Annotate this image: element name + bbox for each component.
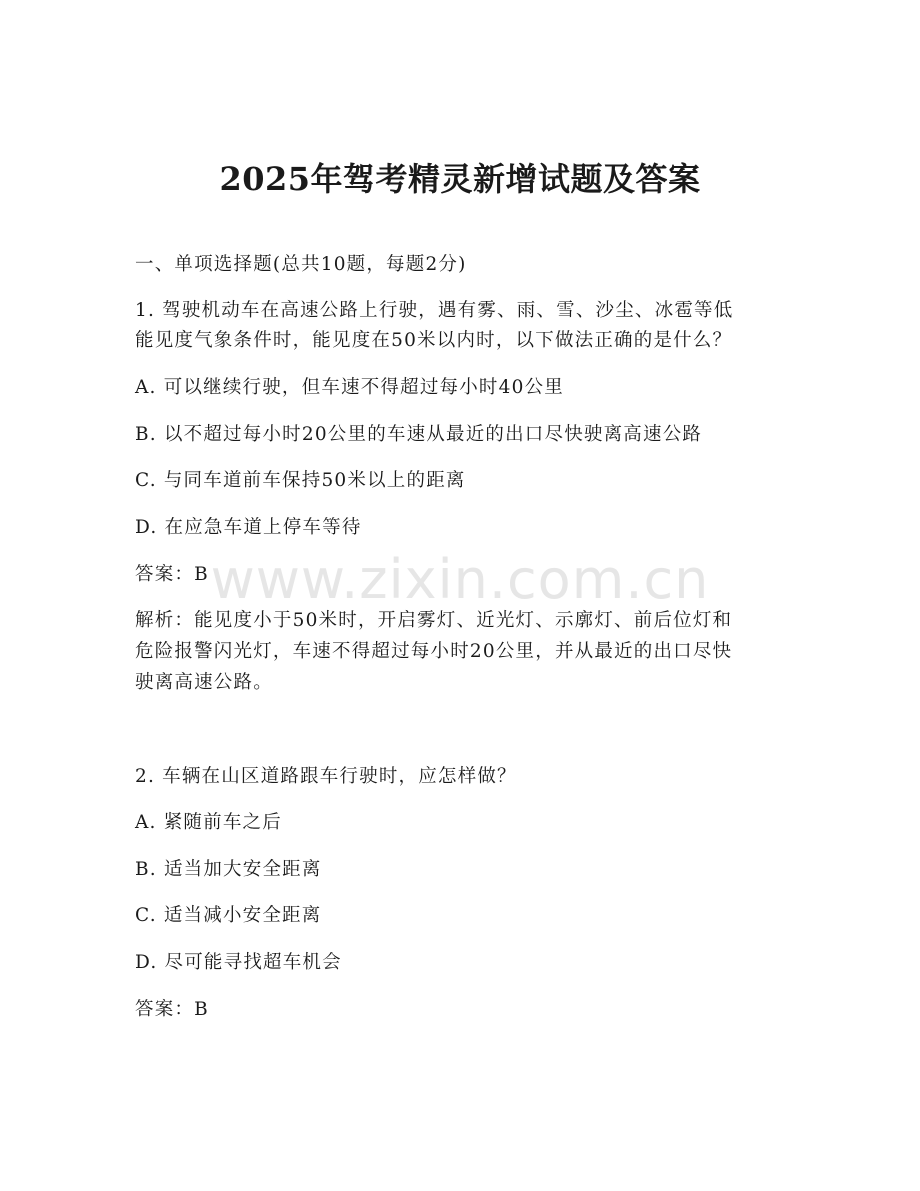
question-2-option-c: C. 适当减小安全距离 <box>135 905 322 926</box>
question-1-option-d: D. 在应急车道上停车等待 <box>135 517 362 538</box>
question-1-analysis-line-3: 驶离高速公路。 <box>135 672 273 693</box>
question-1-stem-line-1: 1. 驾驶机动车在高速公路上行驶，遇有雾、雨、雪、沙尘、冰雹等低 <box>135 300 734 321</box>
question-1-stem-line-2: 能见度气象条件时，能见度在50米以内时，以下做法正确的是什么？ <box>135 330 733 351</box>
question-1-answer: 答案：B <box>135 564 209 585</box>
question-2-option-d: D. 尽可能寻找超车机会 <box>135 952 342 973</box>
question-1-option-b: B. 以不超过每小时20公里的车速从最近的出口尽快驶离高速公路 <box>135 424 703 445</box>
question-1-option-a: A. 可以继续行驶，但车速不得超过每小时40公里 <box>135 377 564 398</box>
document-title: 2025年驾考精灵新增试题及答案 <box>219 160 701 198</box>
question-1-analysis-line-2: 危险报警闪光灯，车速不得超过每小时20公里，并从最近的出口尽快 <box>135 641 733 662</box>
question-2-option-a: A. 紧随前车之后 <box>135 812 282 833</box>
watermark: www.zixin.com.cn <box>210 548 710 611</box>
question-2-option-b: B. 适当加大安全距离 <box>135 859 322 880</box>
question-2-answer: 答案：B <box>135 999 209 1020</box>
question-2-stem: 2. 车辆在山区道路跟车行驶时，应怎样做？ <box>135 766 517 787</box>
question-1-option-c: C. 与同车道前车保持50米以上的距离 <box>135 470 466 491</box>
question-1-analysis-line-1: 解析：能见度小于50米时，开启雾灯、近光灯、示廓灯、前后位灯和 <box>135 610 733 631</box>
section-heading: 一、单项选择题(总共10题，每题2分) <box>135 254 467 275</box>
